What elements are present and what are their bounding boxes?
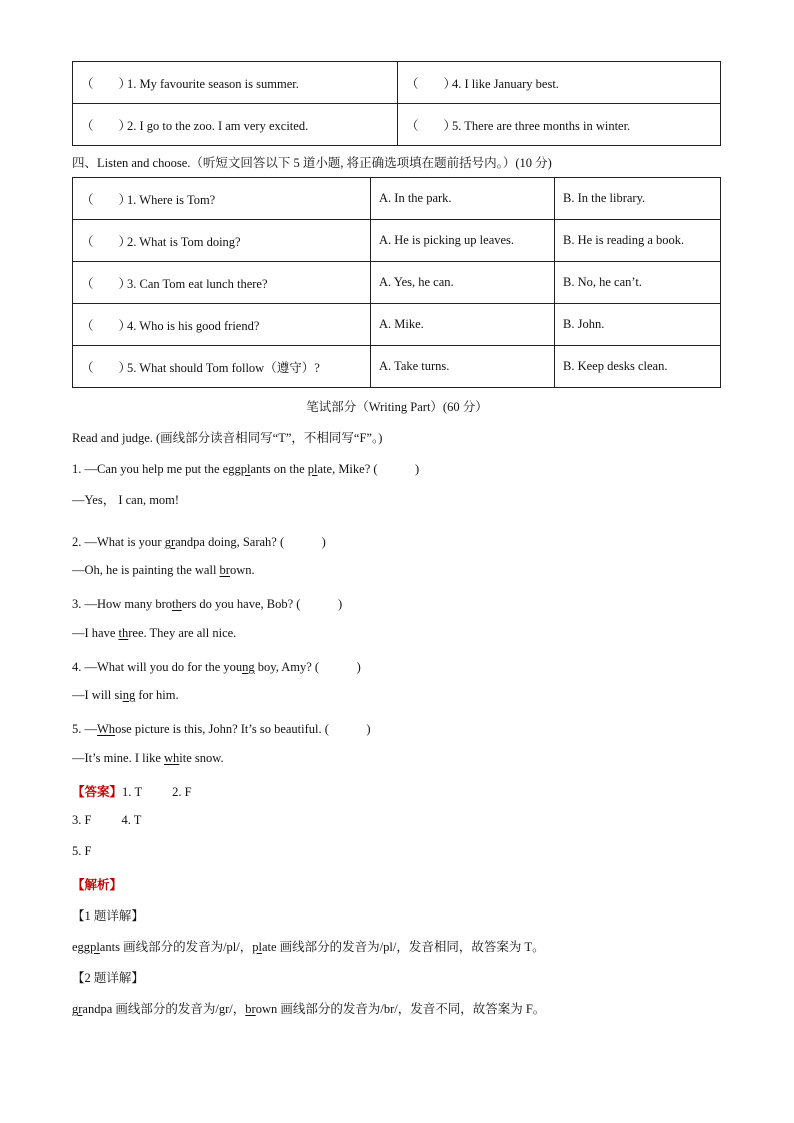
table-cell [398,62,721,104]
answer-bracket[interactable]: （ ） [81,118,132,133]
detail-2-label: 【2 题详解】 [72,971,144,985]
table-row [73,62,721,104]
answer-bracket[interactable]: （ ） [81,76,132,91]
table-row [73,304,721,346]
answer-line-3: —I have three. They are all nice. [72,626,237,640]
question-1: 1. —Can you help me put the eggplants on the plate, Mike? ( ) [72,462,420,476]
answer-row-1: 【答案】1. T 2. F [72,785,192,799]
table-row [73,346,721,388]
table-cell [398,104,721,146]
question-3: 3. —How many brothers do you have, Bob? ( ) [72,597,343,611]
table-cell [73,62,398,104]
table-cell [73,104,398,146]
option-a: A. He is picking up leaves. [371,220,555,262]
option-b: B. John. [555,304,721,346]
answer-label: 【答案】 [72,785,123,799]
answer-row-2: 3. F 4. T [72,813,142,827]
answer-bracket[interactable]: （ ） [81,276,132,291]
option-b: B. In the library. [555,178,721,220]
detail-1-text: eggplants 画线部分的发音为/pl/，plate 画线部分的发音为/pl/，发音相同，故答案为 T。 [72,940,545,954]
option-a: A. Take turns. [371,346,555,388]
option-b: B. Keep desks clean. [555,346,721,388]
answer-bracket[interactable]: （ ） [406,76,457,91]
judge-table [72,61,721,146]
item-text: 5. There are three months in winter. [452,118,631,133]
question-text: 1. Where is Tom? [127,192,216,207]
item-text: 4. I like January best. [452,76,559,91]
question-2: 2. —What is your grandpa doing, Sarah? ( ) [72,535,326,549]
question-text: 5. What should Tom follow（遵守）? [127,360,320,375]
item-text: 2. I go to the zoo. I am very excited. [127,118,309,133]
answer-line-1: —Yes， I can, mom! [72,493,180,507]
question-cell [73,262,371,304]
question-text: 2. What is Tom doing? [127,234,241,249]
answer-bracket[interactable]: （ ） [81,192,132,207]
question-cell [73,178,371,220]
table-row [73,220,721,262]
answer-line-5: —It’s mine. I like white snow. [72,751,224,765]
writing-part-title: 笔试部分（Writing Part）(60 分） [306,400,488,414]
question-cell [73,304,371,346]
question-cell [73,220,371,262]
answer-line-2: —Oh, he is painting the wall brown. [72,563,255,577]
table-row [73,262,721,304]
option-a: A. Yes, he can. [371,262,555,304]
question-text: 4. Who is his good friend? [127,318,260,333]
answer-bracket[interactable]: （ ） [81,318,132,333]
answer-bracket[interactable]: （ ） [406,118,457,133]
table-row [73,104,721,146]
analysis-label: 【解析】 [72,878,123,892]
table-row [73,178,721,220]
option-a: A. In the park. [371,178,555,220]
detail-2-text: grandpa 画线部分的发音为/gr/，brown 画线部分的发音为/br/，发音不同，故答案为 F。 [72,1002,546,1016]
detail-1-label: 【1 题详解】 [72,909,144,923]
section-heading: 四、Listen and choose.（听短文回答以下 5 道小题, 将正确选项填在题前括号内。）(10 分) [72,156,552,170]
answer-bracket[interactable]: （ ） [81,360,132,375]
listen-choose-table [72,177,721,388]
option-b: B. He is reading a book. [555,220,721,262]
question-4: 4. —What will you do for the young boy, Amy? ( ) [72,660,361,674]
question-cell [73,346,371,388]
answer-row-3: 5. F [72,844,92,858]
question-text: 3. Can Tom eat lunch there? [127,276,268,291]
question-5: 5. —Whose picture is this, John? It’s so beautiful. ( ) [72,722,371,736]
option-a: A. Mike. [371,304,555,346]
item-text: 1. My favourite season is summer. [127,76,299,91]
option-b: B. No, he can’t. [555,262,721,304]
answer-line-4: —I will sing for him. [72,688,179,702]
instruction: Read and judge. (画线部分读音相同写“T”，不相同写“F”。) [72,431,383,445]
answer-bracket[interactable]: （ ） [81,234,132,249]
